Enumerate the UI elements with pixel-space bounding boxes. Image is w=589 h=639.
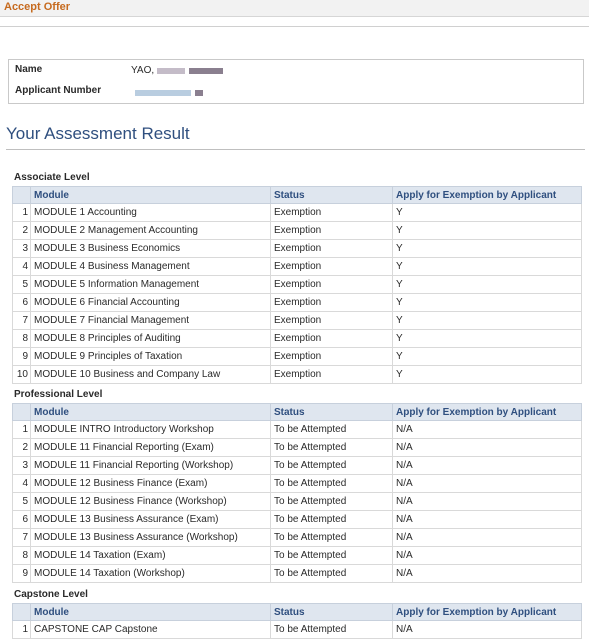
applicant-info-box bbox=[8, 59, 584, 104]
row-number: 2 bbox=[13, 439, 31, 457]
apply-exemption-cell: N/A bbox=[393, 511, 582, 529]
row-number: 1 bbox=[13, 421, 31, 439]
module-cell: MODULE 2 Management Accounting bbox=[31, 222, 271, 240]
table-row bbox=[13, 439, 582, 457]
module-cell: MODULE 3 Business Economics bbox=[31, 240, 271, 258]
professional-level-grid bbox=[12, 403, 582, 583]
associate-level-caption: Associate Level bbox=[14, 172, 90, 183]
table-row bbox=[13, 475, 582, 493]
module-cell: MODULE 7 Financial Management bbox=[31, 312, 271, 330]
apply-exemption-cell: N/A bbox=[393, 421, 582, 439]
status-cell: To be Attempted bbox=[271, 457, 393, 475]
apply-exemption-cell: N/A bbox=[393, 493, 582, 511]
row-number: 8 bbox=[13, 330, 31, 348]
apply-exemption-cell: Y bbox=[393, 204, 582, 222]
table-row bbox=[13, 330, 582, 348]
status-column-header[interactable]: Status bbox=[271, 187, 393, 204]
table-row bbox=[13, 204, 582, 222]
apply-exemption-cell: Y bbox=[393, 240, 582, 258]
page-header bbox=[0, 0, 589, 17]
row-number: 3 bbox=[13, 457, 31, 475]
module-cell: MODULE 14 Taxation (Workshop) bbox=[31, 565, 271, 583]
assessment-section-title: Your Assessment Result bbox=[6, 124, 190, 143]
row-number: 5 bbox=[13, 276, 31, 294]
status-cell: Exemption bbox=[271, 258, 393, 276]
status-cell: To be Attempted bbox=[271, 421, 393, 439]
module-cell: MODULE 10 Business and Company Law bbox=[31, 366, 271, 384]
module-cell: MODULE 6 Financial Accounting bbox=[31, 294, 271, 312]
row-number: 5 bbox=[13, 493, 31, 511]
table-row bbox=[13, 366, 582, 384]
row-number-header bbox=[13, 404, 31, 421]
apply-exemption-column-header[interactable]: Apply for Exemption by Applicant bbox=[393, 604, 582, 621]
grid-header-row bbox=[13, 404, 582, 421]
apply-exemption-cell: Y bbox=[393, 312, 582, 330]
module-cell: CAPSTONE CAP Capstone bbox=[31, 621, 271, 639]
grid-header-row bbox=[13, 604, 582, 621]
capstone-level-caption: Capstone Level bbox=[14, 589, 88, 600]
apply-exemption-cell: Y bbox=[393, 294, 582, 312]
table-row bbox=[13, 529, 582, 547]
status-cell: Exemption bbox=[271, 204, 393, 222]
row-number: 9 bbox=[13, 348, 31, 366]
name-label: Name bbox=[15, 64, 43, 75]
module-cell: MODULE 13 Business Assurance (Workshop) bbox=[31, 529, 271, 547]
status-cell: Exemption bbox=[271, 312, 393, 330]
apply-exemption-cell: N/A bbox=[393, 529, 582, 547]
module-cell: MODULE 14 Taxation (Exam) bbox=[31, 547, 271, 565]
status-cell: Exemption bbox=[271, 348, 393, 366]
table-row bbox=[13, 457, 582, 475]
apply-exemption-cell: Y bbox=[393, 258, 582, 276]
status-column-header[interactable]: Status bbox=[271, 604, 393, 621]
status-cell: To be Attempted bbox=[271, 565, 393, 583]
module-cell: MODULE 13 Business Assurance (Exam) bbox=[31, 511, 271, 529]
associate-rows bbox=[13, 204, 582, 384]
apply-exemption-cell: Y bbox=[393, 366, 582, 384]
module-cell: MODULE 11 Financial Reporting (Workshop) bbox=[31, 457, 271, 475]
grid-header-row bbox=[13, 187, 582, 204]
status-cell: To be Attempted bbox=[271, 475, 393, 493]
apply-exemption-cell: N/A bbox=[393, 621, 582, 639]
row-number-header bbox=[13, 187, 31, 204]
professional-level-caption: Professional Level bbox=[14, 389, 103, 400]
table-row bbox=[13, 312, 582, 330]
row-number: 6 bbox=[13, 511, 31, 529]
status-cell: Exemption bbox=[271, 240, 393, 258]
module-column-header[interactable]: Module bbox=[31, 187, 271, 204]
row-number: 4 bbox=[13, 475, 31, 493]
module-cell: MODULE 11 Financial Reporting (Exam) bbox=[31, 439, 271, 457]
module-cell: MODULE INTRO Introductory Workshop bbox=[31, 421, 271, 439]
table-row bbox=[13, 258, 582, 276]
table-row bbox=[13, 493, 582, 511]
status-cell: Exemption bbox=[271, 330, 393, 348]
table-row bbox=[13, 222, 582, 240]
applicant-number-label: Applicant Number bbox=[15, 85, 102, 96]
professional-rows bbox=[13, 421, 582, 583]
status-column-header[interactable]: Status bbox=[271, 404, 393, 421]
table-row bbox=[13, 348, 582, 366]
module-cell: MODULE 9 Principles of Taxation bbox=[31, 348, 271, 366]
redacted-applicant-number bbox=[135, 90, 191, 96]
table-row bbox=[13, 276, 582, 294]
module-cell: MODULE 5 Information Management bbox=[31, 276, 271, 294]
row-number: 7 bbox=[13, 312, 31, 330]
row-number: 7 bbox=[13, 529, 31, 547]
apply-exemption-cell: Y bbox=[393, 222, 582, 240]
apply-exemption-cell: Y bbox=[393, 348, 582, 366]
table-row bbox=[13, 565, 582, 583]
status-cell: Exemption bbox=[271, 276, 393, 294]
apply-exemption-cell: N/A bbox=[393, 547, 582, 565]
row-number: 4 bbox=[13, 258, 31, 276]
status-cell: To be Attempted bbox=[271, 547, 393, 565]
status-cell: Exemption bbox=[271, 294, 393, 312]
name-value: YAO, bbox=[131, 65, 155, 76]
status-cell: To be Attempted bbox=[271, 529, 393, 547]
row-number: 6 bbox=[13, 294, 31, 312]
table-row bbox=[13, 421, 582, 439]
apply-exemption-cell: N/A bbox=[393, 457, 582, 475]
apply-exemption-cell: Y bbox=[393, 276, 582, 294]
apply-exemption-column-header[interactable]: Apply for Exemption by Applicant bbox=[393, 187, 582, 204]
row-number: 2 bbox=[13, 222, 31, 240]
row-number-header bbox=[13, 604, 31, 621]
redacted-name-part bbox=[189, 68, 223, 74]
redacted-applicant-number bbox=[195, 90, 203, 96]
status-cell: To be Attempted bbox=[271, 621, 393, 639]
status-cell: To be Attempted bbox=[271, 511, 393, 529]
status-cell: To be Attempted bbox=[271, 439, 393, 457]
status-cell: Exemption bbox=[271, 222, 393, 240]
row-number: 9 bbox=[13, 565, 31, 583]
status-cell: Exemption bbox=[271, 366, 393, 384]
status-cell: To be Attempted bbox=[271, 493, 393, 511]
page-title: Accept Offer bbox=[4, 1, 71, 13]
apply-exemption-cell: N/A bbox=[393, 475, 582, 493]
apply-exemption-cell: Y bbox=[393, 330, 582, 348]
table-row bbox=[13, 511, 582, 529]
row-number: 1 bbox=[13, 621, 31, 639]
apply-exemption-cell: N/A bbox=[393, 565, 582, 583]
table-row bbox=[13, 240, 582, 258]
row-number: 3 bbox=[13, 240, 31, 258]
apply-exemption-column-header[interactable]: Apply for Exemption by Applicant bbox=[393, 404, 582, 421]
section-divider bbox=[6, 149, 585, 150]
redacted-name-part bbox=[157, 68, 185, 74]
table-row bbox=[13, 294, 582, 312]
module-column-header[interactable]: Module bbox=[31, 604, 271, 621]
module-cell: MODULE 1 Accounting bbox=[31, 204, 271, 222]
module-cell: MODULE 12 Business Finance (Workshop) bbox=[31, 493, 271, 511]
row-number: 8 bbox=[13, 547, 31, 565]
table-row bbox=[13, 547, 582, 565]
row-number: 10 bbox=[13, 366, 31, 384]
row-number: 1 bbox=[13, 204, 31, 222]
module-cell: MODULE 12 Business Finance (Exam) bbox=[31, 475, 271, 493]
module-cell: MODULE 8 Principles of Auditing bbox=[31, 330, 271, 348]
associate-level-grid bbox=[12, 186, 582, 384]
module-column-header[interactable]: Module bbox=[31, 404, 271, 421]
header-divider bbox=[0, 26, 589, 27]
module-cell: MODULE 4 Business Management bbox=[31, 258, 271, 276]
capstone-level-grid bbox=[12, 603, 582, 639]
apply-exemption-cell: N/A bbox=[393, 439, 582, 457]
